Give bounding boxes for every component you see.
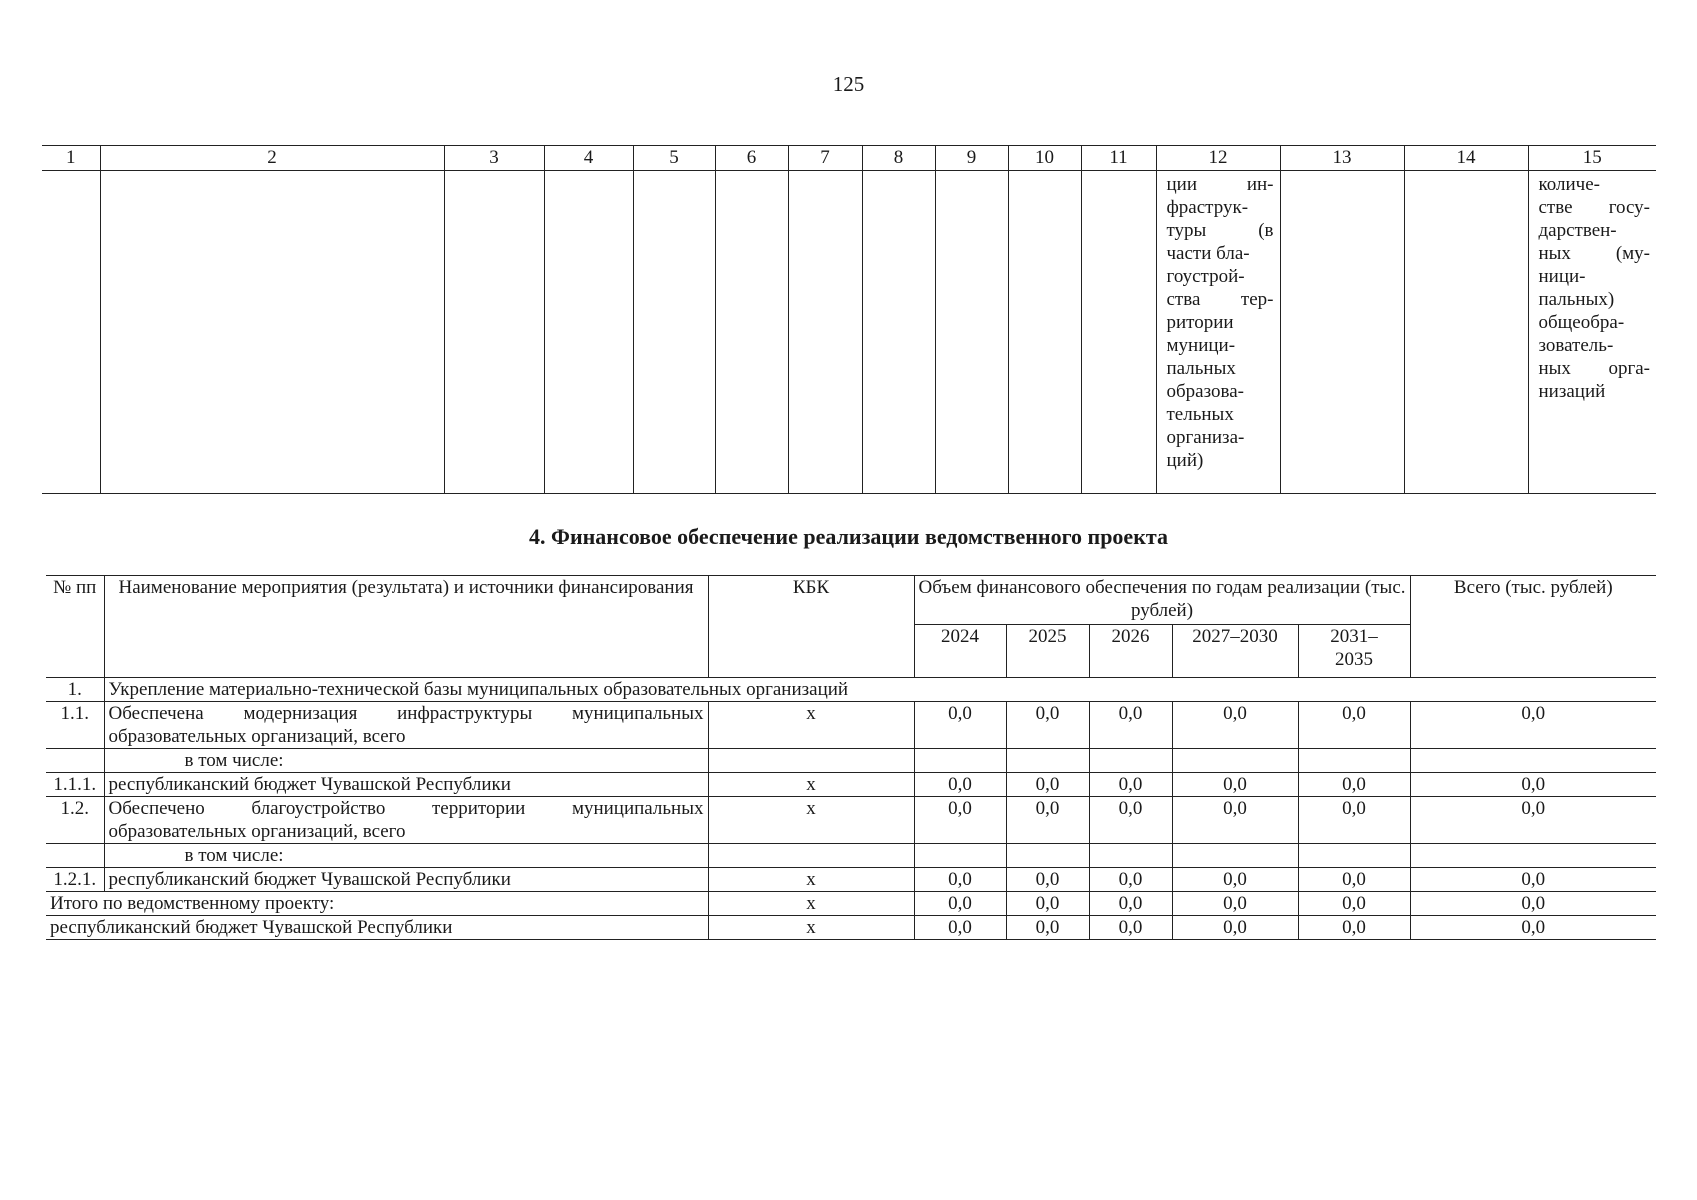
text-word: дарствен- <box>1538 220 1617 241</box>
text-line <box>1167 311 1274 334</box>
table-row <box>46 797 1656 844</box>
table-row <box>46 916 1656 940</box>
col12-text <box>1156 171 1280 494</box>
text-line <box>1167 449 1274 472</box>
value-cell: 0,0 <box>1298 868 1410 892</box>
header-volume: Объем финансового обеспечения по годам реализации (тыс. рублей) <box>914 576 1410 625</box>
value-cell: 0,0 <box>1089 892 1172 916</box>
text-line <box>1167 334 1274 357</box>
text-line <box>1167 380 1274 403</box>
value-cell <box>1298 844 1410 868</box>
text-word: ных <box>1538 243 1571 264</box>
header-total: Всего (тыс. рублей) <box>1410 576 1656 678</box>
value-cell <box>1298 749 1410 773</box>
text-word: количе- <box>1538 174 1600 195</box>
row-name: Обеспечено благоустройство территории муниципальных образовательных организаций, всего <box>104 797 708 844</box>
table-cell <box>862 171 935 494</box>
value-cell <box>1006 844 1089 868</box>
text-word: части бла- <box>1166 243 1250 264</box>
text-word: (в <box>1258 220 1274 241</box>
column-number: 13 <box>1280 146 1404 171</box>
row-name: Итого по ведомственному проекту: <box>46 892 708 916</box>
row-number: 1.2. <box>46 797 104 844</box>
column-number: 7 <box>788 146 862 171</box>
total-cell <box>1410 749 1656 773</box>
value-cell: 0,0 <box>914 702 1006 749</box>
table-cell <box>715 171 788 494</box>
column-number: 9 <box>935 146 1008 171</box>
kbk-cell: х <box>708 868 914 892</box>
text-line <box>1167 426 1274 449</box>
value-cell: 0,0 <box>1089 868 1172 892</box>
row-name: республиканский бюджет Чувашской Республики <box>104 868 708 892</box>
value-cell: 0,0 <box>1089 916 1172 940</box>
text-line <box>1167 265 1274 288</box>
value-cell: 0,0 <box>1298 702 1410 749</box>
header-year: 2024 <box>914 625 1006 678</box>
text-line <box>1167 196 1274 219</box>
page-number: 125 <box>832 72 865 96</box>
text-line <box>1167 403 1274 426</box>
value-cell: 0,0 <box>1172 868 1298 892</box>
text-word: низаций <box>1538 381 1606 402</box>
text-word: образова- <box>1166 381 1244 402</box>
value-cell <box>914 844 1006 868</box>
text-word: общеобра- <box>1538 312 1625 333</box>
column-number-row <box>42 146 1656 171</box>
text-word: зователь- <box>1538 335 1614 356</box>
table-cell <box>42 171 100 494</box>
text-word: организа- <box>1166 427 1245 448</box>
table-row <box>46 702 1656 749</box>
table-row <box>46 892 1656 916</box>
value-cell: 0,0 <box>1006 773 1089 797</box>
value-cell <box>1089 749 1172 773</box>
text-line <box>1167 357 1274 380</box>
text-word: гоустрой- <box>1166 266 1245 287</box>
kbk-cell: х <box>708 916 914 940</box>
row-name: республиканский бюджет Чувашской Республики <box>46 916 708 940</box>
kbk-cell: х <box>708 797 914 844</box>
value-cell: 0,0 <box>914 916 1006 940</box>
total-cell: 0,0 <box>1410 892 1656 916</box>
table-cell <box>935 171 1008 494</box>
table-row <box>46 868 1656 892</box>
column-number: 8 <box>862 146 935 171</box>
kbk-cell: х <box>708 892 914 916</box>
value-cell <box>1172 844 1298 868</box>
value-cell: 0,0 <box>914 797 1006 844</box>
col15-text <box>1528 171 1656 494</box>
table-cell <box>1081 171 1156 494</box>
table-cell <box>1008 171 1081 494</box>
value-cell: 0,0 <box>1006 797 1089 844</box>
column-number: 1 <box>42 146 100 171</box>
text-word: стве <box>1538 197 1573 218</box>
text-word: ин- <box>1246 174 1274 195</box>
text-word: ций) <box>1166 450 1204 471</box>
text-word: ных <box>1538 358 1571 379</box>
total-cell: 0,0 <box>1410 868 1656 892</box>
text-line <box>1167 288 1274 311</box>
text-line <box>1539 242 1651 265</box>
value-cell: 0,0 <box>1006 892 1089 916</box>
text-line <box>1539 288 1651 311</box>
value-cell: 0,0 <box>914 892 1006 916</box>
total-cell: 0,0 <box>1410 773 1656 797</box>
kbk-cell: х <box>708 773 914 797</box>
value-cell: 0,0 <box>1172 916 1298 940</box>
header-year: 2026 <box>1089 625 1172 678</box>
text-line <box>1539 380 1651 403</box>
text-line <box>1539 334 1651 357</box>
table-cell <box>100 171 444 494</box>
row-number <box>46 844 104 868</box>
continuation-row <box>42 171 1656 494</box>
table-cell <box>788 171 862 494</box>
text-line <box>1539 311 1651 334</box>
header-name: Наименование мероприятия (результата) и источники финансирования <box>104 576 708 678</box>
continuation-table <box>42 145 1656 494</box>
table-cell <box>633 171 715 494</box>
text-line <box>1539 265 1651 288</box>
header-kbk: КБК <box>708 576 914 678</box>
total-cell: 0,0 <box>1410 916 1656 940</box>
value-cell: 0,0 <box>1089 773 1172 797</box>
row-number: 1.2.1. <box>46 868 104 892</box>
finance-table <box>46 575 1656 940</box>
text-line <box>1539 219 1651 242</box>
text-line <box>1167 219 1274 242</box>
text-line <box>1539 357 1651 380</box>
row-name: в том числе: <box>104 844 708 868</box>
text-word: ритории <box>1166 312 1234 333</box>
value-cell: 0,0 <box>1298 892 1410 916</box>
text-word: ници- <box>1538 266 1586 287</box>
text-word: ции <box>1166 174 1198 195</box>
column-number: 10 <box>1008 146 1081 171</box>
value-cell: 0,0 <box>1006 916 1089 940</box>
text-word: (му- <box>1615 243 1650 264</box>
total-cell <box>1410 844 1656 868</box>
column-number: 15 <box>1528 146 1656 171</box>
kbk-cell: х <box>708 702 914 749</box>
table-cell <box>444 171 544 494</box>
column-number: 12 <box>1156 146 1280 171</box>
text-word: госу- <box>1608 197 1650 218</box>
column-number: 3 <box>444 146 544 171</box>
header-row <box>46 576 1656 625</box>
value-cell: 0,0 <box>1172 773 1298 797</box>
value-cell: 0,0 <box>1298 916 1410 940</box>
text-line <box>1539 196 1651 219</box>
total-cell: 0,0 <box>1410 702 1656 749</box>
table-cell <box>1280 171 1404 494</box>
table-row <box>46 844 1656 868</box>
column-number: 4 <box>544 146 633 171</box>
row-number <box>46 749 104 773</box>
row-name: Укрепление материально-технической базы муниципальных образовательных организаций <box>104 678 1656 702</box>
value-cell: 0,0 <box>1172 892 1298 916</box>
kbk-cell <box>708 844 914 868</box>
value-cell: 0,0 <box>1006 702 1089 749</box>
header-year: 2025 <box>1006 625 1089 678</box>
table-row <box>46 749 1656 773</box>
text-line <box>1539 173 1651 196</box>
section-title: 4. Финансовое обеспечение реализации ведомственного проекта <box>529 524 1168 549</box>
kbk-cell <box>708 749 914 773</box>
text-word: тер- <box>1240 289 1274 310</box>
column-number: 5 <box>633 146 715 171</box>
text-word: орга- <box>1608 358 1650 379</box>
table-row <box>46 678 1656 702</box>
value-cell: 0,0 <box>1089 797 1172 844</box>
value-cell: 0,0 <box>1089 702 1172 749</box>
column-number: 2 <box>100 146 444 171</box>
header-year: 2027–2030 <box>1172 625 1298 678</box>
row-name: в том числе: <box>104 749 708 773</box>
value-cell: 0,0 <box>1172 797 1298 844</box>
row-number: 1.1. <box>46 702 104 749</box>
text-word: фраструк- <box>1166 197 1249 218</box>
text-word: туры <box>1166 220 1207 241</box>
text-word: тельных <box>1166 404 1234 425</box>
text-word: пальных <box>1166 358 1236 379</box>
value-cell: 0,0 <box>1006 868 1089 892</box>
value-cell <box>1006 749 1089 773</box>
text-line <box>1167 242 1274 265</box>
row-name: Обеспечена модернизация инфраструктуры муниципальных образовательных организаций, всего <box>104 702 708 749</box>
column-number: 6 <box>715 146 788 171</box>
row-name: республиканский бюджет Чувашской Республики <box>104 773 708 797</box>
text-word: пальных) <box>1538 289 1615 310</box>
table-cell <box>1404 171 1528 494</box>
text-word: ства <box>1166 289 1201 310</box>
value-cell: 0,0 <box>1172 702 1298 749</box>
row-number: 1.1.1. <box>46 773 104 797</box>
table-row <box>46 773 1656 797</box>
header-num: № пп <box>46 576 104 678</box>
header-year: 2031–2035 <box>1298 625 1410 678</box>
value-cell: 0,0 <box>1298 797 1410 844</box>
table-cell <box>544 171 633 494</box>
text-line <box>1167 173 1274 196</box>
value-cell <box>1172 749 1298 773</box>
value-cell: 0,0 <box>914 773 1006 797</box>
value-cell: 0,0 <box>1298 773 1410 797</box>
text-word: муници- <box>1166 335 1236 356</box>
column-number: 14 <box>1404 146 1528 171</box>
value-cell <box>1089 844 1172 868</box>
value-cell: 0,0 <box>914 868 1006 892</box>
total-cell: 0,0 <box>1410 797 1656 844</box>
value-cell <box>914 749 1006 773</box>
row-number: 1. <box>46 678 104 702</box>
column-number: 11 <box>1081 146 1156 171</box>
